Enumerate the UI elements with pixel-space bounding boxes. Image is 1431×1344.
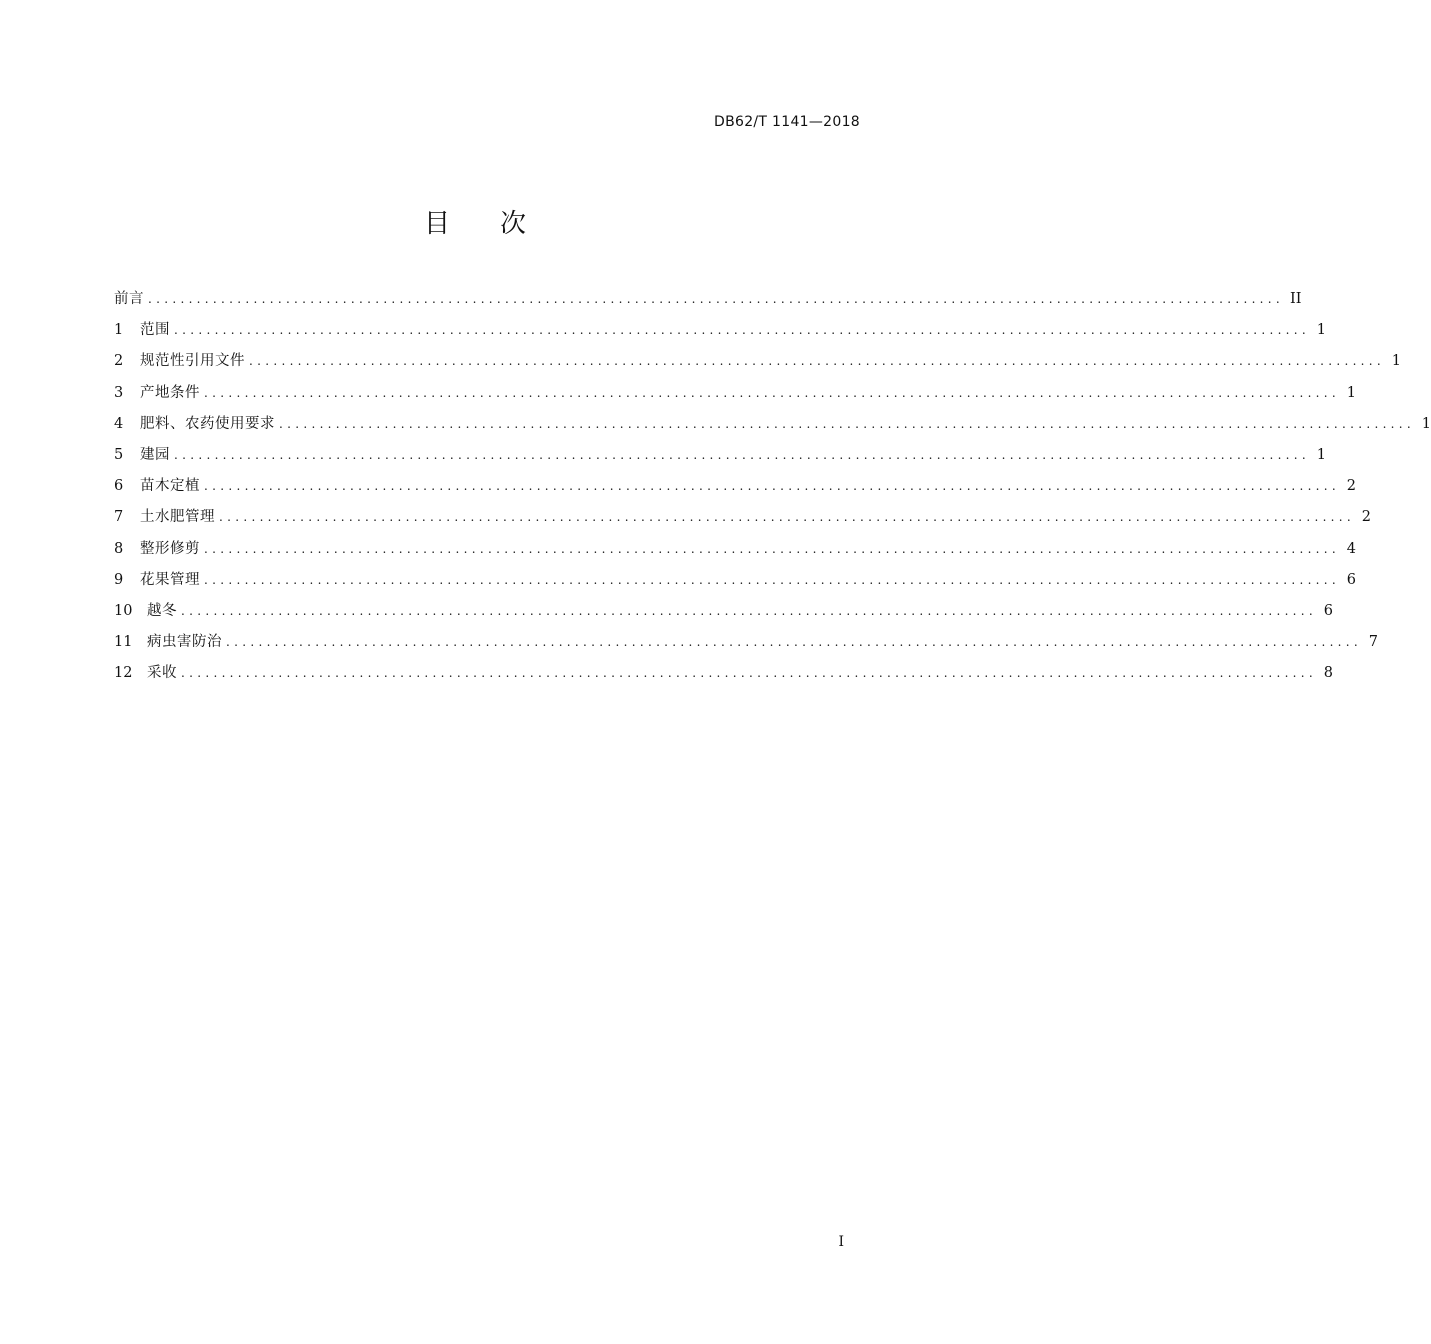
toc-entry-page: 1 — [1346, 384, 1357, 401]
toc-entry-page: II — [1290, 291, 1302, 307]
toc-entry-page: 1 — [1391, 353, 1402, 370]
table-of-contents — [114, 284, 1431, 689]
toc-entry-page: 8 — [1323, 665, 1334, 682]
toc-entry-label: 产地条件 — [140, 384, 200, 401]
toc-entry-9[interactable] — [114, 565, 1357, 596]
toc-entry-label: 规范性引用文件 — [140, 353, 245, 370]
toc-entry-page: 1 — [1316, 446, 1327, 463]
toc-entry-page: 4 — [1346, 540, 1357, 557]
toc-entry-number: 8 — [114, 540, 124, 557]
toc-entry-label: 建园 — [140, 446, 170, 463]
toc-entry-label: 采收 — [147, 665, 177, 682]
toc-entry-page: 6 — [1323, 602, 1334, 619]
toc-entry-number: 11 — [114, 634, 133, 651]
toc-entry-label: 整形修剪 — [140, 540, 200, 557]
toc-entry-6[interactable] — [114, 471, 1357, 502]
toc-leader-dots: ............................................................................................................................................ — [181, 603, 1318, 618]
toc-entry-number: 7 — [114, 509, 124, 526]
toc-entry-5[interactable] — [114, 440, 1327, 471]
toc-leader-dots: ............................................................................................................................................ — [174, 447, 1311, 462]
toc-leader-dots: ............................................................................................................................................ — [204, 541, 1341, 556]
toc-entry-number: 6 — [114, 478, 124, 495]
toc-leader-dots: ............................................................................................................................................ — [181, 666, 1318, 681]
toc-entry-page: 1 — [1316, 322, 1327, 339]
toc-entry-label: 土水肥管理 — [140, 509, 215, 526]
toc-entry-8[interactable] — [114, 534, 1357, 565]
toc-leader-dots: ............................................................................................................................................ — [279, 416, 1416, 431]
toc-leader-dots: ............................................................................................................................................ — [226, 635, 1363, 650]
toc-entry-label: 病虫害防治 — [147, 634, 222, 651]
toc-entry-page: 6 — [1346, 571, 1357, 588]
toc-leader-dots: ............................................................................................................................................ — [204, 572, 1341, 587]
document-code: DB62/T 1141—2018 — [714, 114, 860, 130]
toc-leader-dots: ............................................................................................................................................ — [174, 323, 1311, 338]
toc-entry-number: 9 — [114, 571, 124, 588]
toc-entry-4[interactable] — [114, 409, 1431, 440]
toc-entry-2[interactable] — [114, 346, 1402, 377]
toc-entry-page: 1 — [1421, 415, 1431, 432]
toc-entry-label: 肥料、农药使用要求 — [140, 415, 275, 432]
toc-entry-10[interactable] — [114, 596, 1334, 627]
toc-entry-number: 3 — [114, 384, 124, 401]
toc-entry-number: 10 — [114, 602, 133, 619]
toc-leader-dots: ............................................................................................................................................ — [204, 479, 1341, 494]
toc-entry-label: 越冬 — [147, 602, 177, 619]
toc-leader-dots: ............................................................................................................................................ — [204, 385, 1341, 400]
toc-entry-label: 花果管理 — [140, 571, 200, 588]
toc-entry-label: 前言 — [114, 291, 144, 307]
toc-heading — [0, 202, 950, 246]
toc-leader-dots: ............................................................................................................................................ — [219, 510, 1356, 525]
toc-entry-page: 2 — [1361, 509, 1372, 526]
toc-entry-label: 苗木定植 — [140, 478, 200, 495]
toc-entry-11[interactable] — [114, 627, 1379, 658]
toc-entry-page: 2 — [1346, 478, 1357, 495]
toc-entry-12[interactable] — [114, 658, 1334, 689]
toc-entry-3[interactable] — [114, 378, 1357, 409]
toc-heading-char-1: 目 — [423, 209, 450, 239]
toc-entry-number: 12 — [114, 665, 133, 682]
toc-leader-dots: ............................................................................................................................................ — [148, 292, 1285, 306]
toc-entry-1[interactable] — [114, 315, 1327, 346]
toc-leader-dots: ............................................................................................................................................ — [249, 354, 1386, 369]
toc-entry-7[interactable] — [114, 502, 1372, 533]
toc-entry-label: 范围 — [140, 322, 170, 339]
toc-entry-number: 5 — [114, 446, 124, 463]
toc-entry-preface[interactable] — [114, 284, 1302, 315]
toc-entry-number: 1 — [114, 322, 124, 339]
toc-heading-char-2: 次 — [500, 209, 527, 239]
toc-entry-page: 7 — [1368, 634, 1379, 651]
toc-entry-number: 2 — [114, 353, 124, 370]
toc-entry-number: 4 — [114, 415, 124, 432]
page-number: I — [838, 1234, 844, 1250]
